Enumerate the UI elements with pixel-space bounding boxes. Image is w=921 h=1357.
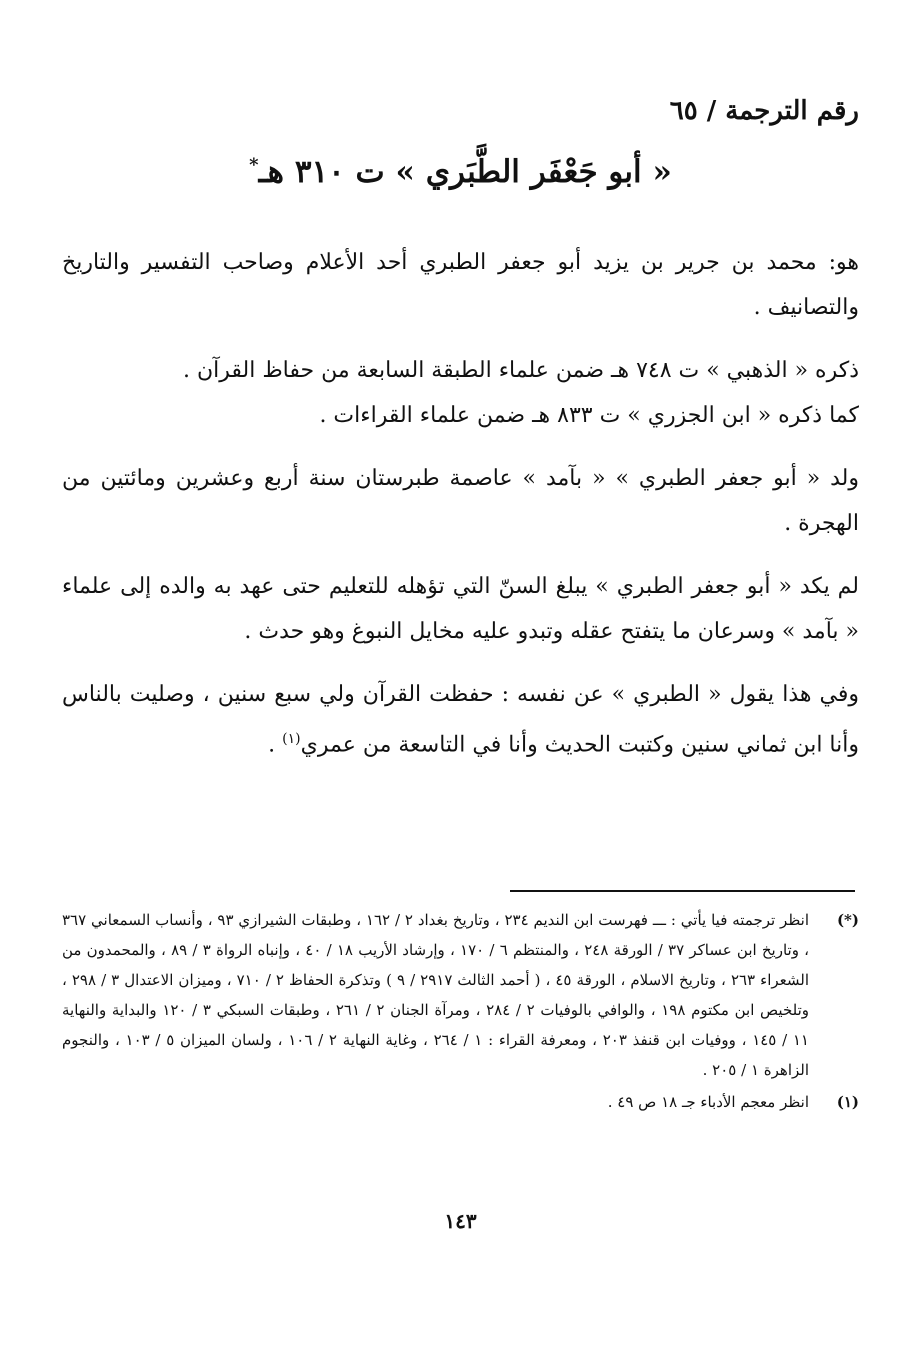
paragraph-text: وفي هذا يقول « الطبري » عن نفسه : حفظت القرآن ولي سبع سنين ، وصليت بالناس وأنا ابن ثماني سنين وكتبت الحديث وأنا في التاسعة من عمري	[62, 682, 859, 758]
footnote-divider	[510, 890, 855, 892]
footnote-text: انظر معجم الأدباء جـ ١٨ ص ٤٩ .	[607, 1093, 809, 1111]
title-text: « أبو جَعْفَر الطَّبَري » ت ٣١٠ هـ	[258, 154, 672, 190]
paragraph: هو: محمد بن جرير بن يزيد أبو جعفر الطبري أحد الأعلام وصاحب التفسير والتاريخ والتصانيف .	[62, 250, 859, 320]
entry-number: رقم الترجمة / ٦٥	[669, 96, 859, 126]
page-number: ١٤٣	[444, 1209, 477, 1233]
paragraph: ذكره « الذهبي » ت ٧٤٨ هـ ضمن علماء الطبقة السابعة من حفاظ القرآن .	[183, 358, 859, 383]
footnote	[62, 1087, 859, 1117]
biography-title	[150, 154, 771, 190]
footnote-mark: (*)	[836, 911, 859, 929]
body-text	[62, 240, 859, 785]
footnote-text: انظر ترجمته فيا يأتي : ـــ فهرست ابن النديم ٢٣٤ ، وتاريخ بغداد ٢ / ١٦٢ ، وطبقات الشيرازي ٩٣ ، وأنساب السمعاني ٣٦٧ ، وتاريخ ابن عساكر ٣٧ / الورقة ٢٤٨ ، والمنتظم ٦ / ١٧٠ ، وإرشاد الأريب ١٨ / ٤٠ ، وإنباه الرواة ٣ / ٨٩ ، والمحمدون من الشعراء ٢٦٣ ، وتاريخ الاسلام ، الورقة ٤٥ ، ( أحمد الثالث ٢٩١٧ / ٩ ) وتذكرة الحفاظ ٢ / ٧١٠ ، وميزان الاعتدال ٣ / ٢٩٨ ، وتلخيص ابن مكتوم ١٩٨ ، والوافي بالوفيات ٢ / ٢٨٤ ، ومرآة الجنان ٢ / ٢٦١ ، وطبقات السبكي ٣ / ١٢٠ والبداية والنهاية ١١ / ١٤٥ ، ووفيات ابن قنفذ ٢٠٣ ، ومعرفة القراء : ١ / ٢٦٤ ، وغاية النهاية ٢ / ١٠٦ ، ولسان الميزان ٥ / ١٠٣ ، والنجوم الزاهرة ١ / ٢٠٥ .	[62, 911, 810, 1079]
paragraph	[62, 672, 859, 767]
footnote-mark: (١)	[836, 1093, 859, 1111]
title-footnote-marker: *	[249, 154, 259, 176]
paragraph: لم يكد « أبو جعفر الطبري » يبلغ السنّ التي تؤهله للتعليم حتى عهد به والده إلى علماء « بآمد » وسرعان ما يتفتح عقله وتبدو عليه مخايل النبوغ وهو حدث .	[62, 574, 859, 644]
paragraph: كما ذكره « ابن الجزري » ت ٨٣٣ هـ ضمن علماء القراءات .	[319, 403, 859, 428]
footnotes	[62, 905, 859, 1117]
paragraph-end: .	[268, 732, 283, 758]
footnote-ref: (١)	[282, 731, 301, 747]
footnote	[62, 905, 859, 1085]
paragraph: ولد « أبو جعفر الطبري » « بآمد » عاصمة طبرستان سنة أربع وعشرين ومائتين من الهجرة .	[62, 466, 859, 536]
